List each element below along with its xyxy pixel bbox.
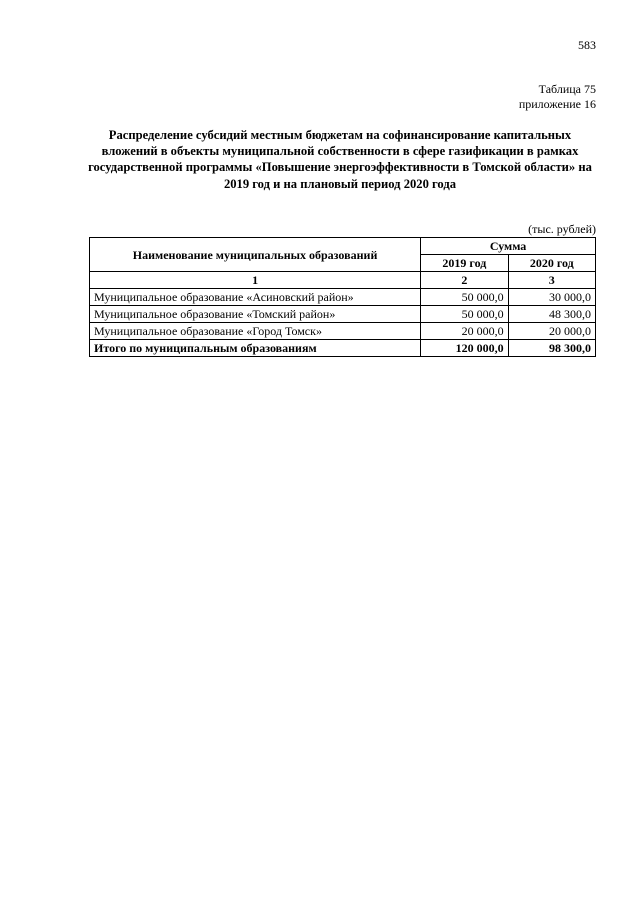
document-title: Распределение субсидий местным бюджетам на софинансирование капитальных вложений в объекты муниципальной собственности в сфере газификации в рамках государственной программы «Повышение энергоэффективности в Томской области» на 2019 год и на плановый период 2020 года	[88, 128, 592, 191]
header-year-2019: 2019 год	[421, 255, 508, 272]
page-number: 583	[578, 38, 596, 52]
total-name: Итого по муниципальным образованиям	[90, 340, 421, 357]
table-label: Таблица 75	[538, 82, 596, 96]
appendix-label: приложение 16	[518, 97, 596, 111]
total-row	[90, 340, 596, 357]
row-name: Муниципальное образование «Город Томск»	[90, 323, 421, 340]
header-year-2020: 2020 год	[508, 255, 595, 272]
units-label: (тыс. рублей)	[528, 222, 596, 236]
header-sum: Сумма	[421, 238, 596, 255]
row-name: Муниципальное образование «Асиновский район»	[90, 289, 421, 306]
table-reference	[519, 82, 596, 112]
table-row	[90, 323, 596, 340]
row-value-2019: 20 000,0	[421, 323, 508, 340]
total-value-2020: 98 300,0	[508, 340, 595, 357]
row-value-2019: 50 000,0	[421, 306, 508, 323]
table-row	[90, 289, 596, 306]
row-value-2019: 50 000,0	[421, 289, 508, 306]
row-name: Муниципальное образование «Томский район»	[90, 306, 421, 323]
row-value-2020: 20 000,0	[508, 323, 595, 340]
header-name: Наименование муниципальных образований	[90, 238, 421, 272]
total-value-2019: 120 000,0	[421, 340, 508, 357]
column-number-2: 2	[421, 272, 508, 289]
column-numbers-row	[90, 272, 596, 289]
row-value-2020: 30 000,0	[508, 289, 595, 306]
subsidy-table	[89, 237, 596, 357]
column-number-1: 1	[90, 272, 421, 289]
row-value-2020: 48 300,0	[508, 306, 595, 323]
header-row	[90, 238, 596, 255]
column-number-3: 3	[508, 272, 595, 289]
table-row	[90, 306, 596, 323]
